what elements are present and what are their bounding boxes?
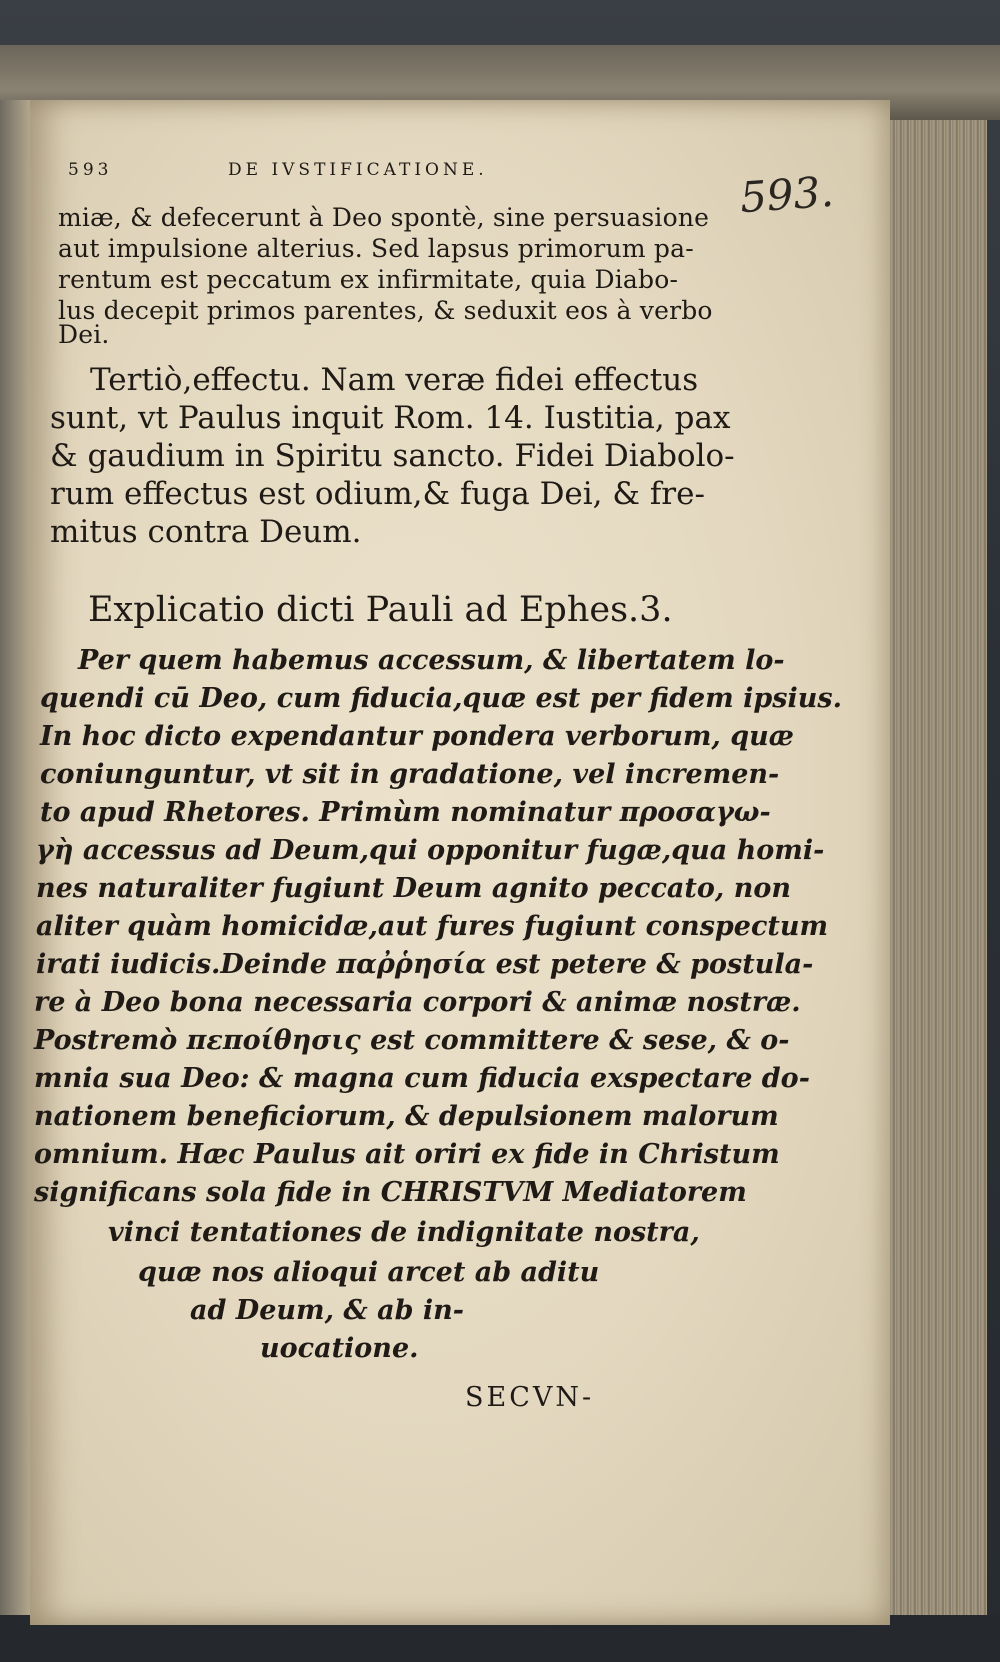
paragraph3-line: irati iudicis.Deinde παῤῥησία est petere & postula- [36,949,814,980]
paragraph3-line: quæ nos alioqui arcet ab aditu [138,1257,600,1288]
handwritten-folio-number: 593. [738,166,836,223]
paragraph3-line: re à Deo bona necessaria corpori & animæ nostræ. [34,987,801,1018]
running-head-title: DE IVSTIFICATIONE. [228,160,488,180]
paragraph3-line: mnia sua Deo: & magna cum fiducia exspectare do- [34,1063,810,1094]
paragraph1-line: rentum est peccatum ex infirmitate, quia Diabo- [58,265,679,294]
catchword: SECVN- [465,1382,595,1413]
section-heading: Explicatio dicti Pauli ad Ephes.3. [88,590,673,630]
paragraph3-line: quendi cū Deo, cum fiducia,quæ est per fidem ipsius. [40,683,842,714]
paragraph3-line: significans sola fide in CHRISTVM Mediatorem [34,1177,747,1208]
paragraph1-line: lus decepit primos parentes, & seduxit eos à verbo [58,296,713,325]
paragraph2-line: mitus contra Deum. [50,514,362,550]
paragraph3-line: coniunguntur, vt sit in gradatione, vel incremen- [40,759,780,790]
paragraph1-line: aut impulsione alterius. Sed lapsus primorum pa- [58,234,694,263]
paragraph3-line: aliter quàm homicidæ,aut fures fugiunt conspectum [36,911,829,942]
paragraph3-line: uocatione. [260,1333,419,1364]
paragraph2-line: rum effectus est odium,& fuga Dei, & fre- [50,476,705,512]
paragraph1-line: miæ, & defecerunt à Deo spontè, sine persuasione [58,203,710,232]
paragraph2-line: sunt, vt Paulus inquit Rom. 14. Iustitia, pax [50,400,731,436]
paragraph2-line: Tertiò,effectu. Nam veræ fidei effectus [90,362,699,398]
paragraph3-line: γὴ accessus ad Deum,qui opponitur fugæ,qua homi- [36,835,825,866]
paragraph3-line: nationem beneficiorum, & depulsionem malorum [34,1101,779,1132]
paragraph3-line: nes naturaliter fugiunt Deum agnito peccato, non [36,873,791,904]
printed-page [30,100,890,1625]
paragraph1-line: Dei. [58,320,110,349]
paragraph3-line: vinci tentationes de indignitate nostra, [108,1217,700,1248]
running-head-page-number: 593 [68,160,113,180]
paragraph3-line: Postremò πεποίθησις est committere & sese, & o- [34,1025,790,1056]
paragraph3-line: ad Deum, & ab in- [190,1295,465,1326]
paragraph3-line: Per quem habemus accessum, & libertatem lo- [78,645,785,676]
paragraph3-line: omnium. Hæc Paulus ait oriri ex fide in Christum [34,1139,780,1170]
paragraph3-line: In hoc dicto expendantur pondera verborum, quæ [40,721,794,752]
paragraph3-line: to apud Rhetores. Primùm nominatur προσαγω- [40,797,771,828]
page-edges [880,120,987,1650]
paragraph2-line: & gaudium in Spiritu sancto. Fidei Diabolo- [50,438,735,474]
